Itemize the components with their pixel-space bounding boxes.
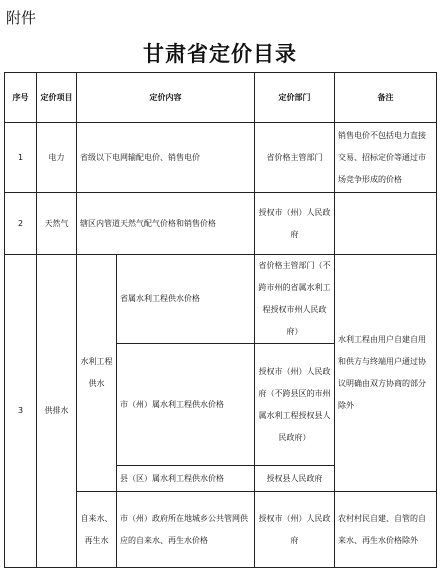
table-row xyxy=(5,255,437,344)
row3-sub1-dept-2: 授权市（州）人民政府（不跨县区的市州属水利工程授权县人民政府） xyxy=(255,344,335,466)
row2-dept: 授权市（州）人民政府 xyxy=(255,193,335,255)
row3-sub2-content: 市（州）政府所在地城乡公共管网供应的自来水、再生水价格 xyxy=(117,492,255,568)
table-row xyxy=(5,123,437,193)
row3-item: 供排水 xyxy=(37,255,77,568)
row3-sub1-content-2: 市（州）属水利工程供水价格 xyxy=(117,344,255,466)
row1-seq: 1 xyxy=(5,123,37,193)
row3-seq: 3 xyxy=(5,255,37,568)
row3-sub2-dept: 授权市（州）人民政府 xyxy=(255,492,335,568)
attachment-label: 附件 xyxy=(6,9,37,27)
row1-note: 销售电价不包括电力直接交易、招标定价等通过市场竞争形成的价格 xyxy=(335,123,437,193)
row1-content: 省级以下电网输配电价、销售电价 xyxy=(77,123,255,193)
header-seq: 序号 xyxy=(5,73,37,123)
table-header-row xyxy=(5,73,437,123)
row3-sub1-note: 水利工程由用户自建自用和供方与终端用户通过协议明确由双方协商的部分除外 xyxy=(335,255,437,492)
row3-sub2-note: 农村村民自建、自管的自来水、再生水价格除外 xyxy=(335,492,437,568)
row2-seq: 2 xyxy=(5,193,37,255)
document-title: 甘肃省定价目录 xyxy=(143,41,297,66)
row3-sub1-dept-1: 省价格主管部门（不跨市州的省属水利工程授权市州人民政府） xyxy=(255,255,335,344)
header-note: 备注 xyxy=(335,73,437,123)
row3-sub1-category: 水利工程供水 xyxy=(77,255,117,492)
row2-note xyxy=(335,193,437,255)
header-content: 定价内容 xyxy=(77,73,255,123)
row1-dept: 省价格主管部门 xyxy=(255,123,335,193)
header-dept: 定价部门 xyxy=(255,73,335,123)
row3-sub1-dept-3: 授权县人民政府 xyxy=(255,466,335,492)
row2-content: 辖区内管道天然气配气价格和销售价格 xyxy=(77,193,255,255)
row2-item: 天然气 xyxy=(37,193,77,255)
row3-sub1-content-1: 省属水利工程供水价格 xyxy=(117,255,255,344)
header-item: 定价项目 xyxy=(37,73,77,123)
row1-item: 电力 xyxy=(37,123,77,193)
row3-sub1-content-3: 县（区）属水利工程供水价格 xyxy=(117,466,255,492)
pricing-catalog-table xyxy=(4,72,437,568)
table-row xyxy=(5,193,437,255)
row3-sub2-category: 自来水、再生水 xyxy=(77,492,117,568)
